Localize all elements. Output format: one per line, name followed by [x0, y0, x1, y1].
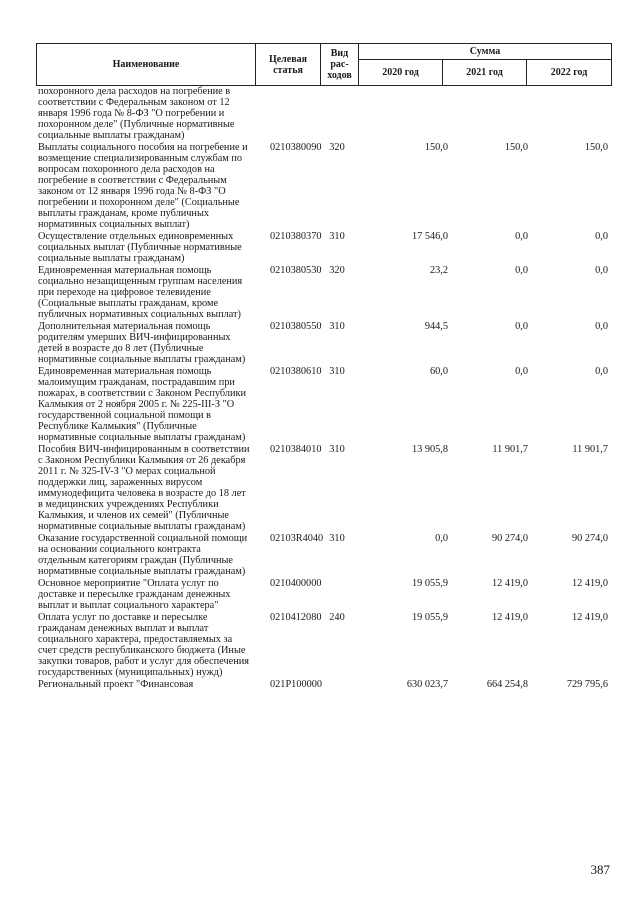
table-row [38, 443, 611, 532]
row-target-article: 0210384010 [270, 444, 322, 455]
header-year-2022: 2022 год [527, 60, 612, 86]
row-name: Осуществление отдельных единовременных социальных выплат (Публичные нормативные социальные выплаты гражданам) [38, 231, 242, 264]
row-sum-2021: 11 901,7 [492, 444, 528, 455]
row-sum-2022: 11 901,7 [572, 444, 608, 455]
table-row [38, 365, 611, 443]
row-sum-2022: 0,0 [595, 265, 608, 276]
row-sum-2021: 90 274,0 [491, 533, 528, 544]
row-target-article: 0210412080 [270, 612, 322, 623]
row-target-article: 0210380090 [270, 142, 322, 153]
row-sum-2022: 729 795,6 [566, 679, 608, 690]
row-name: Оказание государственной социальной помощи на основании социального контракта отдельным категориям граждан (Публичные нормативные социальные выплаты гражданам) [38, 533, 248, 577]
row-sum-2022: 0,0 [595, 366, 608, 377]
table-row [38, 230, 611, 264]
row-name: похоронного дела расходов на погребение в соответствии с Федеральным законом от 12 января 1996 года № 8-ФЗ "О погребении и похоронном деле" (Публичные нормативные социальные выплаты гражданам) [38, 86, 235, 141]
row-expense-type: 310 [329, 321, 345, 332]
table-row [38, 141, 611, 230]
row-target-article: 0210380370 [270, 231, 322, 242]
row-target-article: 02103R4040 [270, 533, 324, 544]
row-expense-type: 310 [329, 444, 345, 455]
header-year-2021: 2021 год [443, 60, 527, 86]
header-expense-type: Вид рас- ходов [321, 44, 359, 86]
row-sum-2022: 12 419,0 [571, 612, 608, 623]
table-row [38, 532, 611, 577]
row-sum-2020: 0,0 [435, 533, 448, 544]
table-row [38, 264, 611, 320]
table-row [38, 678, 611, 690]
page-number: 387 [590, 862, 610, 877]
row-expense-type: 240 [329, 612, 345, 623]
row-sum-2020: 630 023,7 [406, 679, 448, 690]
row-sum-2021: 12 419,0 [491, 578, 528, 589]
table-row [38, 85, 611, 141]
row-sum-2022: 12 419,0 [571, 578, 608, 589]
table-header [36, 43, 612, 86]
table-row [38, 611, 611, 678]
header-target-article: Целевая статья [256, 44, 321, 86]
row-sum-2022: 0,0 [595, 231, 608, 242]
row-sum-2022: 90 274,0 [571, 533, 608, 544]
row-sum-2021: 0,0 [515, 321, 528, 332]
row-expense-type: 320 [329, 142, 345, 153]
row-sum-2021: 0,0 [515, 366, 528, 377]
row-target-article: 021P100000 [270, 679, 323, 690]
row-name: Единовременная материальная помощь социально незащищенным группам населения при переходе на цифровое телевидение (Социальные выплаты гражданам, кроме публичных нормативных социальных выплат) [38, 265, 243, 320]
row-target-article: 0210400000 [270, 578, 322, 589]
row-sum-2020: 150,0 [424, 142, 448, 153]
row-expense-type: 320 [329, 265, 345, 276]
row-sum-2020: 944,5 [424, 321, 448, 332]
row-sum-2020: 19 055,9 [411, 612, 448, 623]
row-sum-2022: 150,0 [584, 142, 608, 153]
row-name: Региональный проект "Финансовая [38, 679, 194, 690]
row-expense-type: 310 [329, 533, 345, 544]
row-target-article: 0210380530 [270, 265, 322, 276]
row-sum-2020: 19 055,9 [411, 578, 448, 589]
row-sum-2021: 664 254,8 [486, 679, 528, 690]
row-expense-type: 310 [329, 366, 345, 377]
row-sum-2022: 0,0 [595, 321, 608, 332]
row-target-article: 0210380610 [270, 366, 322, 377]
row-name: Основное мероприятие "Оплата услуг по доставке и пересылке гражданам денежных выплат и выплат социального характера" [38, 578, 231, 611]
header-name: Наименование [37, 44, 256, 86]
row-sum-2021: 12 419,0 [491, 612, 528, 623]
row-expense-type: 310 [329, 231, 345, 242]
row-name: Пособия ВИЧ-инфицированным в соответствии с Законом Республики Калмыкия от 26 декабря 2011 г. № 325-IV-З "О мерах социальной поддержки лиц, зараженных вирусом иммунодефицита человека в возрасте до 18 лет в медицинских учреждениях Республики Калмыкия, и членов их семей" (Публичные нормативные социальные выплаты гражданам) [38, 444, 250, 532]
row-name: Оплата услуг по доставке и пересылке гражданам денежных выплат и выплат социального характера, предоставляемых за счет средств республиканского бюджета (Иные закупки товаров, работ и услуг для обеспечения государственных (муниципальных) нужд) [38, 612, 249, 678]
row-name: Выплаты социального пособия на погребение и возмещение специализированным службам по вопросам похоронного дела расходов на погребение в соответствии с Федеральным законом от 12 января 1996 года № 8-ФЗ "О погребении и похоронном деле" (Социальные выплаты гражданам, кроме публичных нормативных социальных выплат) [38, 142, 248, 230]
table-body [38, 85, 611, 690]
table-row [38, 320, 611, 365]
row-sum-2020: 60,0 [429, 366, 448, 377]
header-sum: Сумма [359, 44, 612, 60]
row-sum-2020: 13 905,8 [411, 444, 448, 455]
table-row [38, 577, 611, 611]
row-name: Единовременная материальная помощь малоимущим гражданам, пострадавшим при пожарах, в соответствии с Законом Республики Калмыкия от 2 ноября 2005 г. № 225-III-З "О государственной социальной помощи в Республике Калмыкия" (Публичные нормативные социальные выплаты гражданам) [38, 366, 247, 443]
row-target-article: 0210380550 [270, 321, 322, 332]
row-sum-2021: 0,0 [515, 265, 528, 276]
row-sum-2021: 150,0 [504, 142, 528, 153]
row-sum-2021: 0,0 [515, 231, 528, 242]
row-sum-2020: 23,2 [429, 265, 448, 276]
row-name: Дополнительная материальная помощь родителям умерших ВИЧ-инфицированных детей в возрасте до 8 лет (Публичные нормативные социальные выплаты гражданам) [38, 321, 246, 365]
header-year-2020: 2020 год [359, 60, 443, 86]
row-sum-2020: 17 546,0 [411, 231, 448, 242]
